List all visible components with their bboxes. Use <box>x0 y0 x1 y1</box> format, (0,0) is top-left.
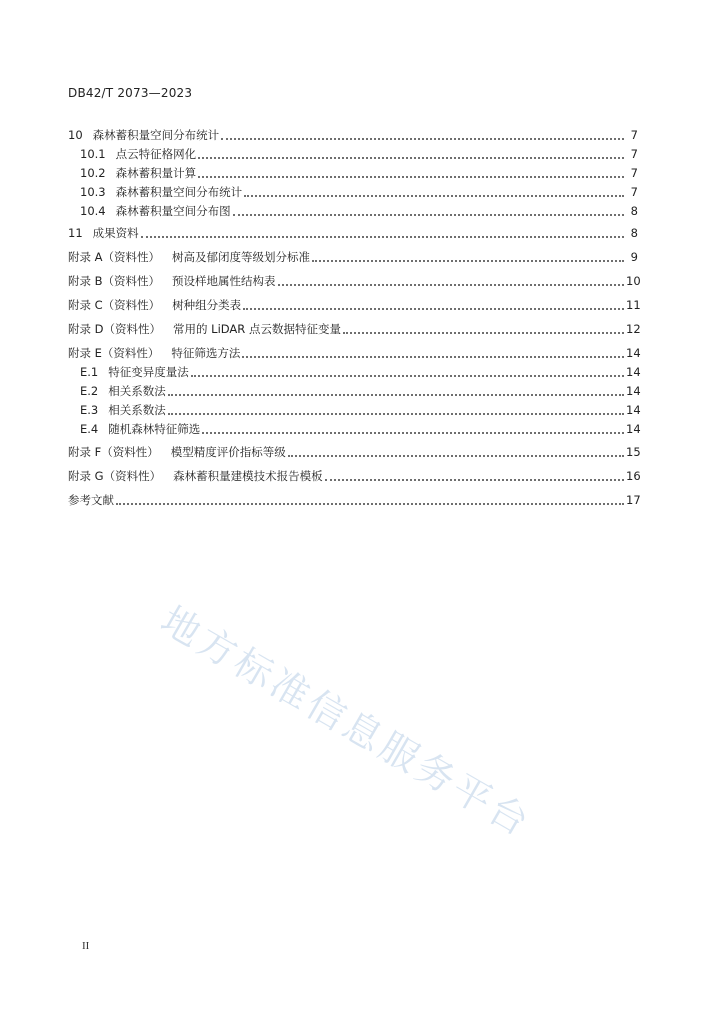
toc-entry-number: 附录 G（资料性） <box>68 469 162 483</box>
document-code: DB42/T 2073—2023 <box>68 86 193 100</box>
toc-leader-dots <box>116 493 624 505</box>
toc-entry-number: 10.4 <box>80 204 106 218</box>
toc-entry-page: 7 <box>630 128 638 142</box>
toc-entry[interactable] <box>68 342 641 360</box>
toc-entry-page: 7 <box>630 166 638 180</box>
toc-entry-page: 8 <box>630 226 638 240</box>
toc-entry-title: 树高及郁闭度等级划分标准 <box>172 250 311 264</box>
toc-entry-title: 森林蓄积量建模技术报告模板 <box>173 469 323 483</box>
toc-entry-title: 相关系数法 <box>108 403 166 417</box>
toc-leader-dots <box>243 298 624 310</box>
toc-entry-title: 点云特征格网化 <box>115 147 197 161</box>
toc-leader-dots <box>233 204 624 216</box>
toc-entry[interactable] <box>68 318 641 336</box>
toc-entry[interactable] <box>68 143 638 161</box>
toc-entry-page: 7 <box>630 147 638 161</box>
toc-entry-page: 14 <box>626 403 641 417</box>
toc-entry-page: 8 <box>630 204 638 218</box>
toc-entry[interactable] <box>68 200 638 218</box>
toc-entry-number: E.3 <box>80 403 99 417</box>
toc-entry-title: 相关系数法 <box>108 384 166 398</box>
toc-entry-title: 成果资料 <box>92 226 139 240</box>
watermark-text: 地方标准信息服务平台 <box>153 597 540 846</box>
toc-entry[interactable] <box>68 418 641 436</box>
toc-leader-dots <box>221 128 624 140</box>
toc-entry-title: 模型精度评价指标等级 <box>170 445 286 459</box>
toc-entry-number: 附录 D（资料性） <box>68 322 162 336</box>
toc-entry-number: 附录 C（资料性） <box>68 298 161 312</box>
toc-entry-page: 16 <box>626 469 641 483</box>
toc-entry[interactable] <box>68 465 641 483</box>
toc-entry-page: 15 <box>626 445 641 459</box>
toc-leader-dots <box>312 250 624 262</box>
toc-leader-dots <box>141 226 624 238</box>
toc-leader-dots <box>191 365 624 377</box>
toc-leader-dots <box>168 384 624 396</box>
toc-entry-number: 附录 B（资料性） <box>68 274 161 288</box>
toc-entry-title: 森林蓄积量空间分布统计 <box>115 185 243 199</box>
toc-entry[interactable] <box>68 222 638 240</box>
toc-entry[interactable] <box>68 270 641 288</box>
toc-entry-title: 特征变异度量法 <box>108 365 189 379</box>
toc-entry-title: 参考文献 <box>68 493 114 507</box>
toc-entry-number: E.1 <box>80 365 99 379</box>
toc-entry[interactable] <box>68 489 641 507</box>
toc-entry-title: 树种组分类表 <box>172 298 242 312</box>
toc-leader-dots <box>168 403 624 415</box>
toc-entry-number: 附录 E（资料性） <box>68 346 160 360</box>
toc-entry-page: 14 <box>626 346 641 360</box>
toc-entry[interactable] <box>68 162 638 180</box>
toc-entry[interactable] <box>68 380 641 398</box>
toc-entry-title: 预设样地属性结构表 <box>172 274 276 288</box>
toc-entry-number: 11 <box>68 226 83 240</box>
toc-entry-page: 14 <box>626 422 641 436</box>
toc-entry[interactable] <box>68 399 641 417</box>
toc-entry-number: 10.1 <box>80 147 106 161</box>
toc-entry[interactable] <box>68 246 638 264</box>
toc-entry-number: 10 <box>68 128 83 142</box>
toc-leader-dots <box>325 469 624 481</box>
page-number: II <box>82 940 90 952</box>
toc-entry-title: 随机森林特征筛选 <box>108 422 201 436</box>
toc-entry-page: 11 <box>626 298 641 312</box>
toc-entry-title: 森林蓄积量空间分布图 <box>115 204 231 218</box>
toc-entry-title: 森林蓄积量空间分布统计 <box>92 128 220 142</box>
toc-leader-dots <box>202 422 624 434</box>
toc-entry[interactable] <box>68 124 638 142</box>
toc-leader-dots <box>278 274 624 286</box>
toc-entry-title: 特征筛选方法 <box>171 346 241 360</box>
toc-leader-dots <box>242 346 624 358</box>
toc-entry-number: 附录 A（资料性） <box>68 250 161 264</box>
toc-entry-number: 附录 F（资料性） <box>68 445 159 459</box>
toc-entry-page: 14 <box>626 384 641 398</box>
toc-entry-number: E.2 <box>80 384 99 398</box>
toc-entry[interactable] <box>68 441 641 459</box>
toc-entry-title: 森林蓄积量计算 <box>115 166 197 180</box>
toc-entry-number: 10.2 <box>80 166 106 180</box>
toc-leader-dots <box>198 166 624 178</box>
toc-entry[interactable] <box>68 294 641 312</box>
toc-entry-page: 12 <box>626 322 641 336</box>
toc-entry[interactable] <box>68 181 638 199</box>
toc-entry-number: E.4 <box>80 422 99 436</box>
toc-entry-title: 常用的 LiDAR 点云数据特征变量 <box>173 322 341 336</box>
toc-entry-page: 10 <box>626 274 641 288</box>
toc-leader-dots <box>244 185 624 197</box>
toc-entry[interactable] <box>68 361 641 379</box>
toc-entry-page: 7 <box>630 185 638 199</box>
toc-entry-page: 17 <box>626 493 641 507</box>
toc-entry-number: 10.3 <box>80 185 106 199</box>
toc-leader-dots <box>288 445 624 457</box>
toc-entry-page: 9 <box>630 250 638 264</box>
toc-leader-dots <box>198 147 624 159</box>
toc-leader-dots <box>343 322 624 334</box>
toc-entry-page: 14 <box>626 365 641 379</box>
